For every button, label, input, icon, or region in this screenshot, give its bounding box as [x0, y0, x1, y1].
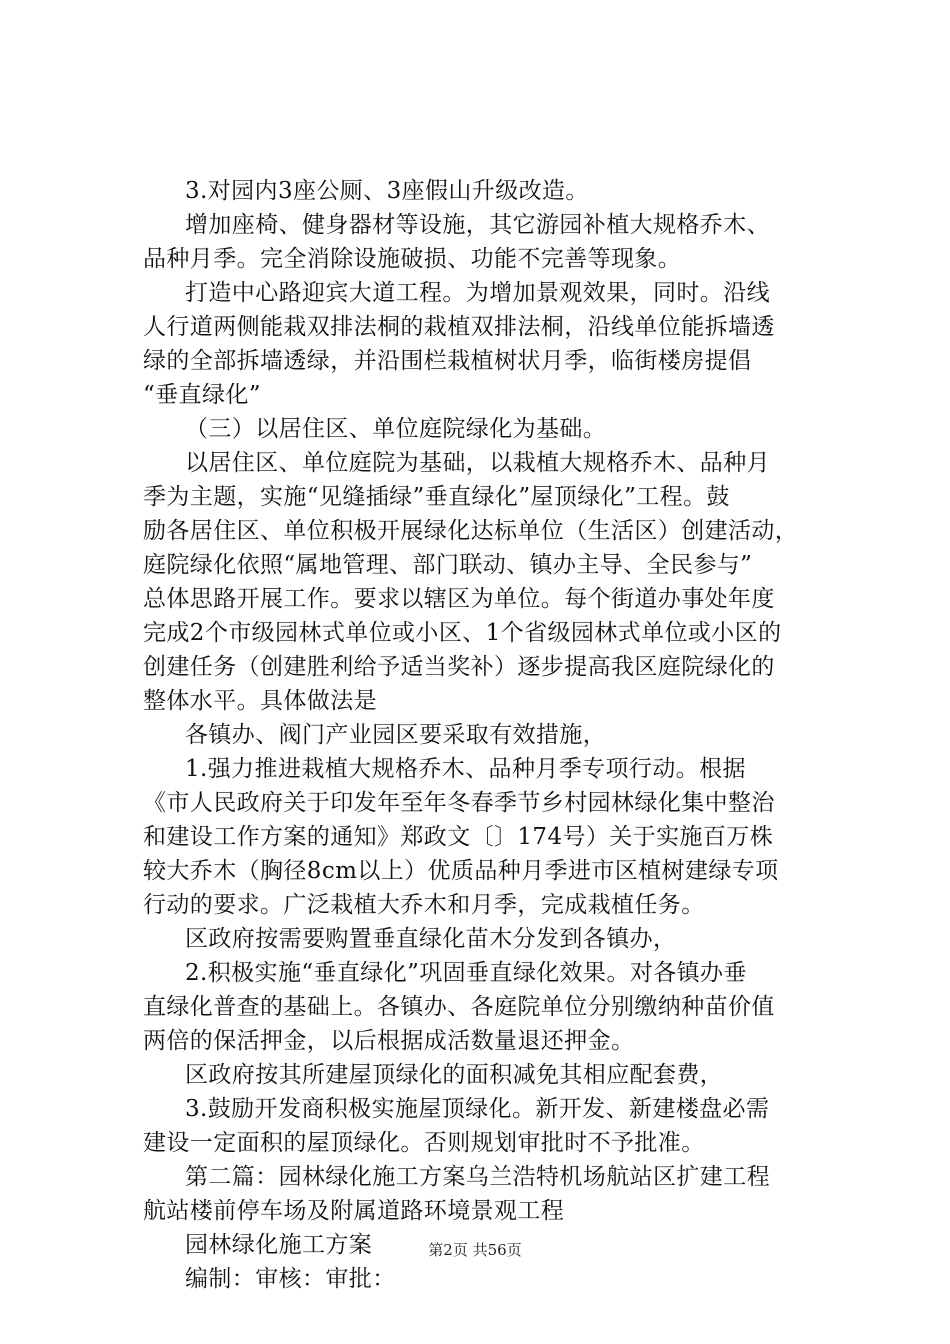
signature-line: 编制：审核：审批： [185, 1266, 396, 1292]
paragraph-line: 整体水平。具体做法是 [143, 688, 377, 714]
paragraph-line: 区政府按其所建屋顶绿化的面积减免其相应配套费， [185, 1062, 724, 1088]
paragraph-line: 增加座椅、健身器材等设施，其它游园补植大规格乔木、 [185, 212, 770, 238]
paragraph-line: 较大乔木（胸径8cm以上）优质品种月季进市区植树建绿专项 [143, 858, 779, 884]
paragraph-line: “垂直绿化” [143, 382, 261, 408]
paragraph-line: 完成2个市级园林式单位或小区、1个省级园林式单位或小区的 [143, 620, 782, 646]
paragraph-line: 行动的要求。广泛栽植大乔木和月季，完成栽植任务。 [143, 892, 705, 918]
page-number-footer: 第2页 共56页 [428, 1241, 522, 1259]
paragraph-line: 庭院绿化依照“属地管理、部门联动、镇办主导、全民参与” [143, 552, 753, 578]
paragraph-line: 3.鼓励开发商积极实施屋顶绿化。新开发、新建楼盘必需 [185, 1096, 770, 1122]
paragraph-line: 园林绿化施工方案 [185, 1232, 373, 1258]
paragraph-line: 1.强力推进栽植大规格乔木、品种月季专项行动。根据 [185, 756, 746, 782]
paragraph-line: 人行道两侧能栽双排法桐的栽植双排法桐，沿线单位能拆墙透 [143, 314, 775, 340]
paragraph-line: 季为主题，实施“见缝插绿”垂直绿化”屋顶绿化”工程。鼓 [143, 484, 730, 510]
paragraph-line: 区政府按需要购置垂直绿化苗木分发到各镇办， [185, 926, 677, 952]
paragraph-line: 励各居住区、单位积极开展绿化达标单位（生活区）创建活动， [143, 518, 799, 544]
paragraph-line: 各镇办、阀门产业园区要采取有效措施， [185, 722, 607, 748]
paragraph-line: 打造中心路迎宾大道工程。为增加景观效果，同时。沿线 [185, 280, 770, 306]
paragraph-line: 《市人民政府关于印发年至年冬春季节乡村园林绿化集中整治 [143, 790, 775, 816]
paragraph-line: 创建任务（创建胜利给予适当奖补）逐步提高我区庭院绿化的 [143, 654, 775, 680]
section-heading: （三）以居住区、单位庭院绿化为基础。 [185, 416, 607, 442]
paragraph-line: 建设一定面积的屋顶绿化。否则规划审批时不予批准。 [143, 1130, 705, 1156]
paragraph-line: 总体思路开展工作。要求以辖区为单位。每个街道办事处年度 [143, 586, 775, 612]
paragraph-line: 以居住区、单位庭院为基础，以栽植大规格乔木、品种月 [185, 450, 770, 476]
paragraph-line: 3.对园内3座公厕、3座假山升级改造。 [185, 178, 589, 204]
chapter-title-line: 航站楼前停车场及附属道路环境景观工程 [143, 1198, 565, 1224]
paragraph-line: 直绿化普查的基础上。各镇办、各庭院单位分别缴纳种苗价值 [143, 994, 775, 1020]
paragraph-line: 品种月季。完全消除设施破损、功能不完善等现象。 [143, 246, 682, 272]
chapter-title-line: 第二篇：园林绿化施工方案乌兰浩特机场航站区扩建工程 [185, 1164, 770, 1190]
paragraph-line: 2.积极实施“垂直绿化”巩固垂直绿化效果。对各镇办垂 [185, 960, 747, 986]
paragraph-line: 绿的全部拆墙透绿，并沿围栏栽植树状月季，临街楼房提倡 [143, 348, 752, 374]
paragraph-line: 和建设工作方案的通知》郑政文〔〕174号）关于实施百万株 [143, 824, 774, 850]
document-body [143, 174, 831, 1296]
paragraph-line: 两倍的保活押金，以后根据成活数量退还押金。 [143, 1028, 635, 1054]
